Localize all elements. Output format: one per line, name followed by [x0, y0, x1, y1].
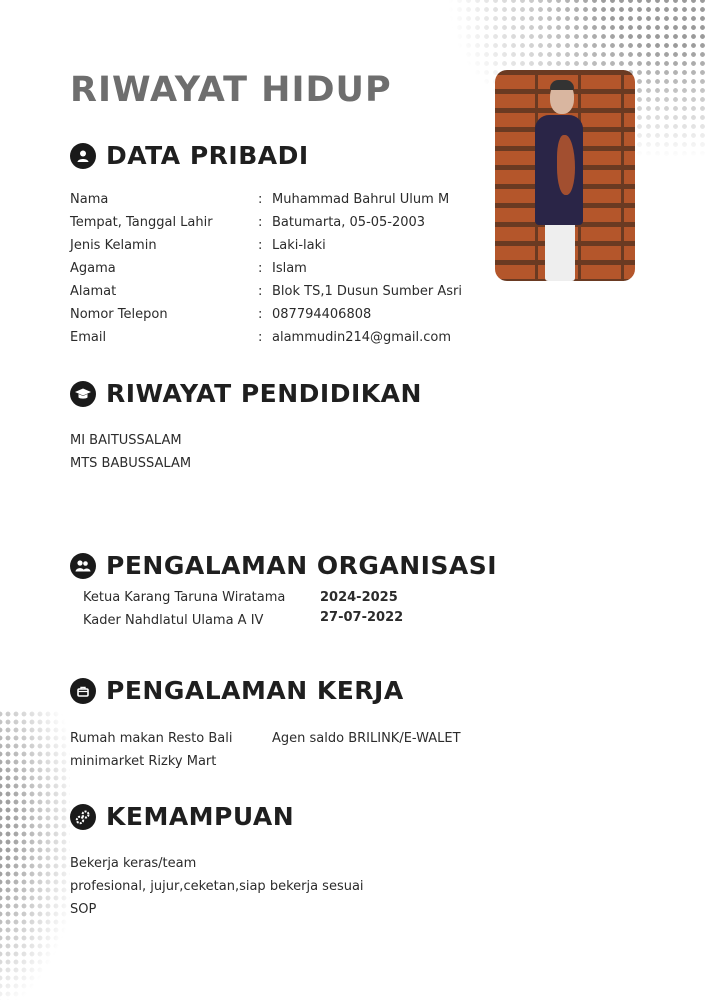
organization-name: Ketua Karang Taruna Wiratama — [83, 590, 286, 605]
skill-item: profesional, jujur,ceketan,siap bekerja sesuai — [70, 879, 364, 894]
info-label: Alamat — [70, 284, 117, 299]
info-value: Blok TS,1 Dusun Sumber Asri — [272, 284, 463, 299]
organization-name: Kader Nahdlatul Ulama A IV — [83, 613, 264, 628]
info-label: Nama — [70, 192, 109, 207]
section-title: RIWAYAT PENDIDIKAN — [106, 379, 422, 408]
education-item: MTS BABUSSALAM — [70, 456, 192, 471]
user-circle-icon — [70, 143, 96, 169]
organization-date: 27-07-2022 — [320, 610, 404, 625]
info-separator: : — [258, 192, 263, 207]
section-title: PENGALAMAN ORGANISASI — [106, 551, 498, 580]
profile-photo — [495, 70, 635, 281]
page-title: RIWAYAT HIDUP — [70, 70, 392, 110]
work-item: Agen saldo BRILINK/E-WALET — [272, 731, 461, 746]
decorative-dot-pattern-bottom-left — [0, 710, 70, 1000]
info-value: Laki-laki — [272, 238, 326, 253]
users-icon — [70, 553, 96, 579]
organization-date: 2024-2025 — [320, 590, 398, 605]
section-kerja-heading — [70, 676, 404, 705]
info-value: alammudin214@gmail.com — [272, 330, 452, 345]
section-title: DATA PRIBADI — [106, 141, 309, 170]
graduation-cap-icon — [70, 381, 96, 407]
info-separator: : — [258, 330, 263, 345]
skill-item: Bekerja keras/team — [70, 856, 197, 871]
info-value: Muhammad Bahrul Ulum M — [272, 192, 450, 207]
section-kemampuan-heading — [70, 802, 294, 831]
info-separator: : — [258, 284, 263, 299]
work-item: minimarket Rizky Mart — [70, 754, 217, 769]
briefcase-icon — [70, 678, 96, 704]
info-label: Nomor Telepon — [70, 307, 168, 322]
info-value: Islam — [272, 261, 307, 276]
section-title: KEMAMPUAN — [106, 802, 295, 831]
info-label: Email — [70, 330, 107, 345]
info-label: Tempat, Tanggal Lahir — [70, 215, 213, 230]
photo-person-hair — [550, 80, 574, 90]
info-separator: : — [258, 238, 263, 253]
info-label: Agama — [70, 261, 116, 276]
section-data-pribadi-heading — [70, 141, 309, 170]
info-value: Batumarta, 05-05-2003 — [272, 215, 426, 230]
section-pendidikan-heading — [70, 379, 422, 408]
info-separator: : — [258, 215, 263, 230]
skill-item: SOP — [70, 902, 97, 917]
gears-icon — [70, 804, 96, 830]
info-label: Jenis Kelamin — [70, 238, 157, 253]
section-title: PENGALAMAN KERJA — [106, 676, 404, 705]
work-item: Rumah makan Resto Bali — [70, 731, 233, 746]
photo-person-legs — [545, 220, 575, 281]
education-item: MI BAITUSSALAM — [70, 433, 182, 448]
section-organisasi-heading — [70, 551, 497, 580]
info-value: 087794406808 — [272, 307, 372, 322]
info-separator: : — [258, 261, 263, 276]
info-separator: : — [258, 307, 263, 322]
